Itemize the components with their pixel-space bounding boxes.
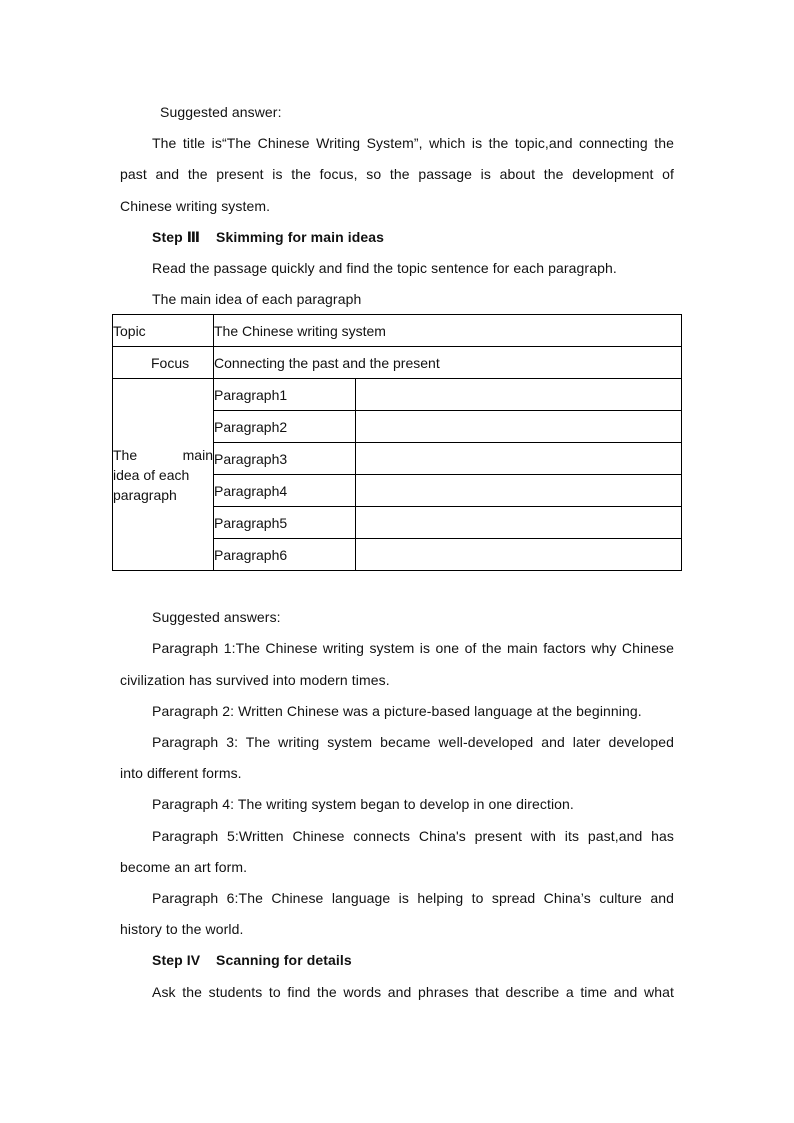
focus-value: Connecting the past and the present [214, 347, 682, 379]
answer-p4-line-1: Paragraph 4: The writing system began to develop in one direction. [152, 796, 574, 812]
step3-label: Step Ⅲ [152, 229, 201, 245]
paragraph-label-1: Paragraph1 [214, 379, 356, 411]
answer-p1-line-2: civilization has survived into modern times. [120, 672, 390, 688]
paragraph-answer-cell-4[interactable] [356, 475, 682, 507]
topic-label: Topic [113, 315, 214, 347]
focus-label: Focus [113, 347, 214, 379]
answer-line-3: Chinese writing system. [120, 198, 271, 214]
main-idea-label-cell [113, 379, 214, 571]
main-idea-line-1 [113, 445, 213, 465]
step3-heading [152, 227, 674, 247]
table-row [113, 379, 682, 411]
answer-line-2: past and the present is the focus, so the passage is about the development of [120, 166, 674, 182]
main-idea-table [112, 314, 682, 571]
paragraph-answer-cell-5[interactable] [356, 507, 682, 539]
answer-p3-line-2: into different forms. [120, 765, 242, 781]
answer-p1-line-1: Paragraph 1:The Chinese writing system is one of the main factors why Chinese [152, 640, 674, 656]
paragraph-label-3: Paragraph3 [214, 443, 356, 475]
paragraph-answer-cell-1[interactable] [356, 379, 682, 411]
answer-p5-line-2: become an art form. [120, 859, 248, 875]
suggested-answers-heading: Suggested answers: [152, 609, 281, 625]
paragraph-label-2: Paragraph2 [214, 411, 356, 443]
table-row-topic [113, 315, 682, 347]
answer-p6-line-1: Paragraph 6:The Chinese language is helping to spread China’s culture and [152, 890, 674, 906]
step3-instruction: Read the passage quickly and find the topic sentence for each paragraph. [152, 260, 617, 276]
answer-p3-line-1: Paragraph 3: The writing system became well-developed and later developed [152, 734, 674, 750]
suggested-answer-heading: Suggested answer: [160, 104, 282, 120]
main-idea-line-2: idea of each [113, 466, 190, 483]
answer-p5-line-1: Paragraph 5:Written Chinese connects China's present with its past,and has [152, 828, 674, 844]
answer-p2-line-1: Paragraph 2: Written Chinese was a picture-based language at the beginning. [152, 703, 642, 719]
step4-title: Scanning for details [216, 952, 352, 968]
table-row-focus [113, 347, 682, 379]
step4-heading [152, 950, 674, 970]
paragraph-label-6: Paragraph6 [214, 539, 356, 571]
paragraph-answer-cell-3[interactable] [356, 443, 682, 475]
answer-p6-line-2: history to the world. [120, 921, 244, 937]
topic-value: The Chinese writing system [214, 315, 682, 347]
main-idea-word-the: The [113, 446, 138, 463]
paragraph-label-5: Paragraph5 [214, 507, 356, 539]
paragraph-answer-cell-6[interactable] [356, 539, 682, 571]
step4-label: Step IV [152, 952, 201, 968]
answer-line-1: The title is“The Chinese Writing System”, which is the topic,and connecting the [152, 135, 674, 151]
main-idea-line-3: paragraph [113, 486, 177, 503]
paragraph-label-4: Paragraph4 [214, 475, 356, 507]
main-idea-word-main: main [182, 446, 213, 463]
table-caption: The main idea of each paragraph [152, 291, 362, 307]
step3-title: Skimming for main ideas [216, 229, 385, 245]
paragraph-answer-cell-2[interactable] [356, 411, 682, 443]
step4-instruction-line-1: Ask the students to find the words and phrases that describe a time and what [152, 984, 674, 1000]
